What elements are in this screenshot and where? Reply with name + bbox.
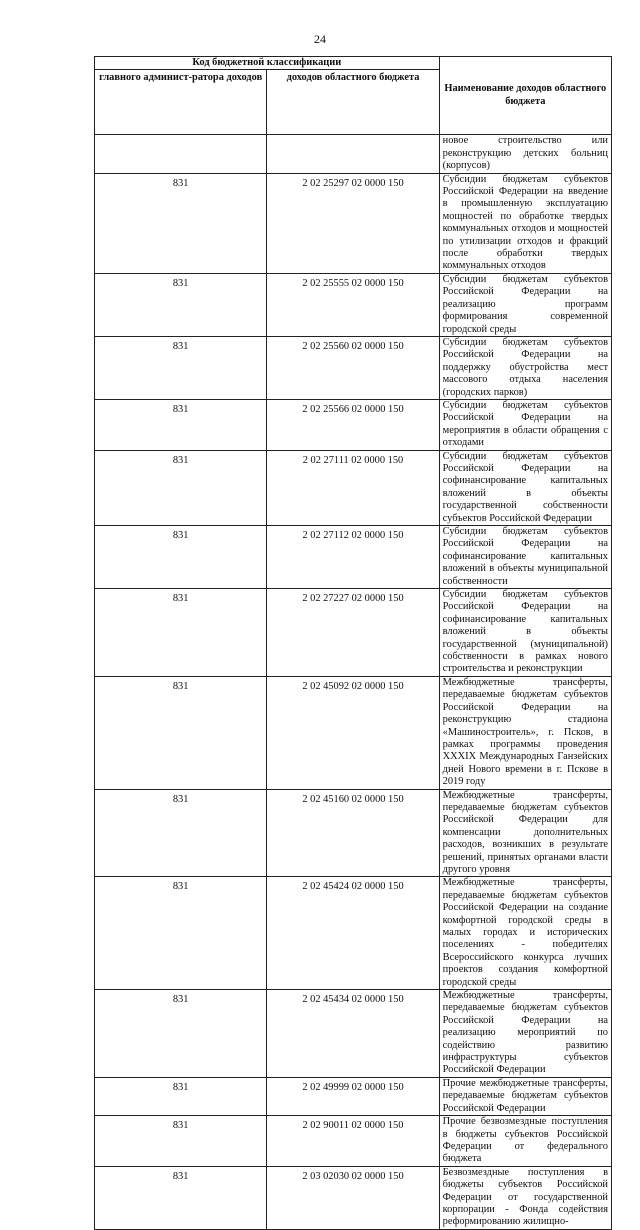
income-name-cell: Субсидии бюджетам субъектов Российской Федерации на поддержку обустройства мест массового отдыха населения (городских парков) xyxy=(439,336,611,399)
income-code-cell: 2 02 45424 02 0000 150 xyxy=(267,877,439,990)
admin-code-cell xyxy=(95,135,267,173)
table-row xyxy=(95,589,612,677)
admin-code-cell: 831 xyxy=(95,1077,267,1115)
table-row xyxy=(95,990,612,1078)
income-code-cell: 2 02 25555 02 0000 150 xyxy=(267,273,439,336)
admin-code-cell: 831 xyxy=(95,399,267,450)
income-name-cell: Субсидии бюджетам субъектов Российской Федерации на софинансирование капитальных вложений в объекты государственной (муниципальной) собственности в рамках нового строительства и реконструкции xyxy=(439,589,611,677)
income-name-cell: Межбюджетные трансферты, передаваемые бюджетам субъектов Российской Федерации на реконструкцию стадиона «Машиностроитель», г. Псков, в рамках программы проведения XXXIX Международных Ганзейских дней Нового времени в г. Пскове в 2019 году xyxy=(439,676,611,789)
header-name-column xyxy=(439,57,611,135)
table-row xyxy=(95,1166,612,1229)
income-code-cell: 2 02 45434 02 0000 150 xyxy=(267,990,439,1078)
table-row xyxy=(95,135,612,173)
income-name-cell: новое строительство или реконструкцию детских больниц (корпусов) xyxy=(439,135,611,173)
income-name-cell: Субсидии бюджетам субъектов Российской Федерации на мероприятия в области обращения с отходами xyxy=(439,399,611,450)
income-name-cell: Межбюджетные трансферты, передаваемые бюджетам субъектов Российской Федерации для компенсации дополнительных расходов, возникших в результате решений, принятых органами власти другого уровня xyxy=(439,789,611,877)
income-name-cell: Безвозмездные поступления в бюджеты субъектов Российской Федерации от государственной корпорации - Фонда содействия реформированию жилищно- xyxy=(439,1166,611,1229)
income-code-cell: 2 02 45160 02 0000 150 xyxy=(267,789,439,877)
admin-code-cell: 831 xyxy=(95,589,267,677)
income-code-cell: 2 02 27112 02 0000 150 xyxy=(267,526,439,589)
income-name-cell: Субсидии бюджетам субъектов Российской Федерации на софинансирование капитальных вложений в объекты муниципальной собственности xyxy=(439,526,611,589)
admin-code-cell: 831 xyxy=(95,173,267,273)
income-code-cell: 2 02 49999 02 0000 150 xyxy=(267,1077,439,1115)
income-name-cell: Прочие межбюджетные трансферты, передаваемые бюджетам субъектов Российской Федерации xyxy=(439,1077,611,1115)
income-code-cell: 2 02 27111 02 0000 150 xyxy=(267,450,439,525)
income-code-cell: 2 02 25566 02 0000 150 xyxy=(267,399,439,450)
admin-code-cell: 831 xyxy=(95,990,267,1078)
header-admin-column: главного админист-ратора доходов xyxy=(95,70,267,135)
header-group-title: Код бюджетной классификации xyxy=(95,57,440,70)
admin-code-cell: 831 xyxy=(95,877,267,990)
table-row xyxy=(95,1077,612,1115)
table-row xyxy=(95,789,612,877)
page-number: 24 xyxy=(314,32,326,46)
income-name-cell: Прочие безвозмездные поступления в бюджеты субъектов Российской Федерации от федерального бюджета xyxy=(439,1116,611,1167)
admin-code-cell: 831 xyxy=(95,789,267,877)
admin-code-cell: 831 xyxy=(95,336,267,399)
admin-code-cell: 831 xyxy=(95,526,267,589)
income-code-cell xyxy=(267,135,439,173)
table-row xyxy=(95,399,612,450)
admin-code-cell: 831 xyxy=(95,1116,267,1167)
table-body xyxy=(95,135,612,1229)
income-name-cell: Межбюджетные трансферты, передаваемые бюджетам субъектов Российской Федерации на создание комфортной городской среды в малых городах и исторических поселениях - победителях Всероссийского конкурса лучших проектов создания комфортной городской среды xyxy=(439,877,611,990)
income-name-cell: Субсидии бюджетам субъектов Российской Федерации на софинансирование капитальных вложений в объекты государственной собственности субъектов Российской Федерации xyxy=(439,450,611,525)
income-code-cell: 2 03 02030 02 0000 150 xyxy=(267,1166,439,1229)
table-row xyxy=(95,450,612,525)
table-row xyxy=(95,676,612,789)
table-row xyxy=(95,273,612,336)
admin-code-cell: 831 xyxy=(95,1166,267,1229)
income-code-cell: 2 02 25297 02 0000 150 xyxy=(267,173,439,273)
admin-code-cell: 831 xyxy=(95,676,267,789)
admin-code-cell: 831 xyxy=(95,450,267,525)
income-name-cell: Субсидии бюджетам субъектов Российской Федерации на реализацию программ формирования современной городской среды xyxy=(439,273,611,336)
table-row xyxy=(95,336,612,399)
table-row xyxy=(95,877,612,990)
header-name-label: Наименование доходов областного бюджета xyxy=(444,83,607,107)
table-row xyxy=(95,173,612,273)
budget-classification-table xyxy=(94,56,612,1230)
income-code-cell: 2 02 27227 02 0000 150 xyxy=(267,589,439,677)
income-code-cell: 2 02 90011 02 0000 150 xyxy=(267,1116,439,1167)
income-code-cell: 2 02 25560 02 0000 150 xyxy=(267,336,439,399)
income-name-cell: Субсидии бюджетам субъектов Российской Федерации на введение в промышленную эксплуатацию мощностей по обработке твердых коммунальных отходов и мощностей по утилизации отходов и фракций после обработки твердых коммунальных отходов xyxy=(439,173,611,273)
income-name-cell: Межбюджетные трансферты, передаваемые бюджетам субъектов Российской Федерации на реализацию мероприятий по содействию развитию инфраструктуры субъектов Российской Федерации xyxy=(439,990,611,1078)
table-row xyxy=(95,526,612,589)
admin-code-cell: 831 xyxy=(95,273,267,336)
header-code-column: доходов областного бюджета xyxy=(267,70,439,135)
income-code-cell: 2 02 45092 02 0000 150 xyxy=(267,676,439,789)
table-row xyxy=(95,1116,612,1167)
